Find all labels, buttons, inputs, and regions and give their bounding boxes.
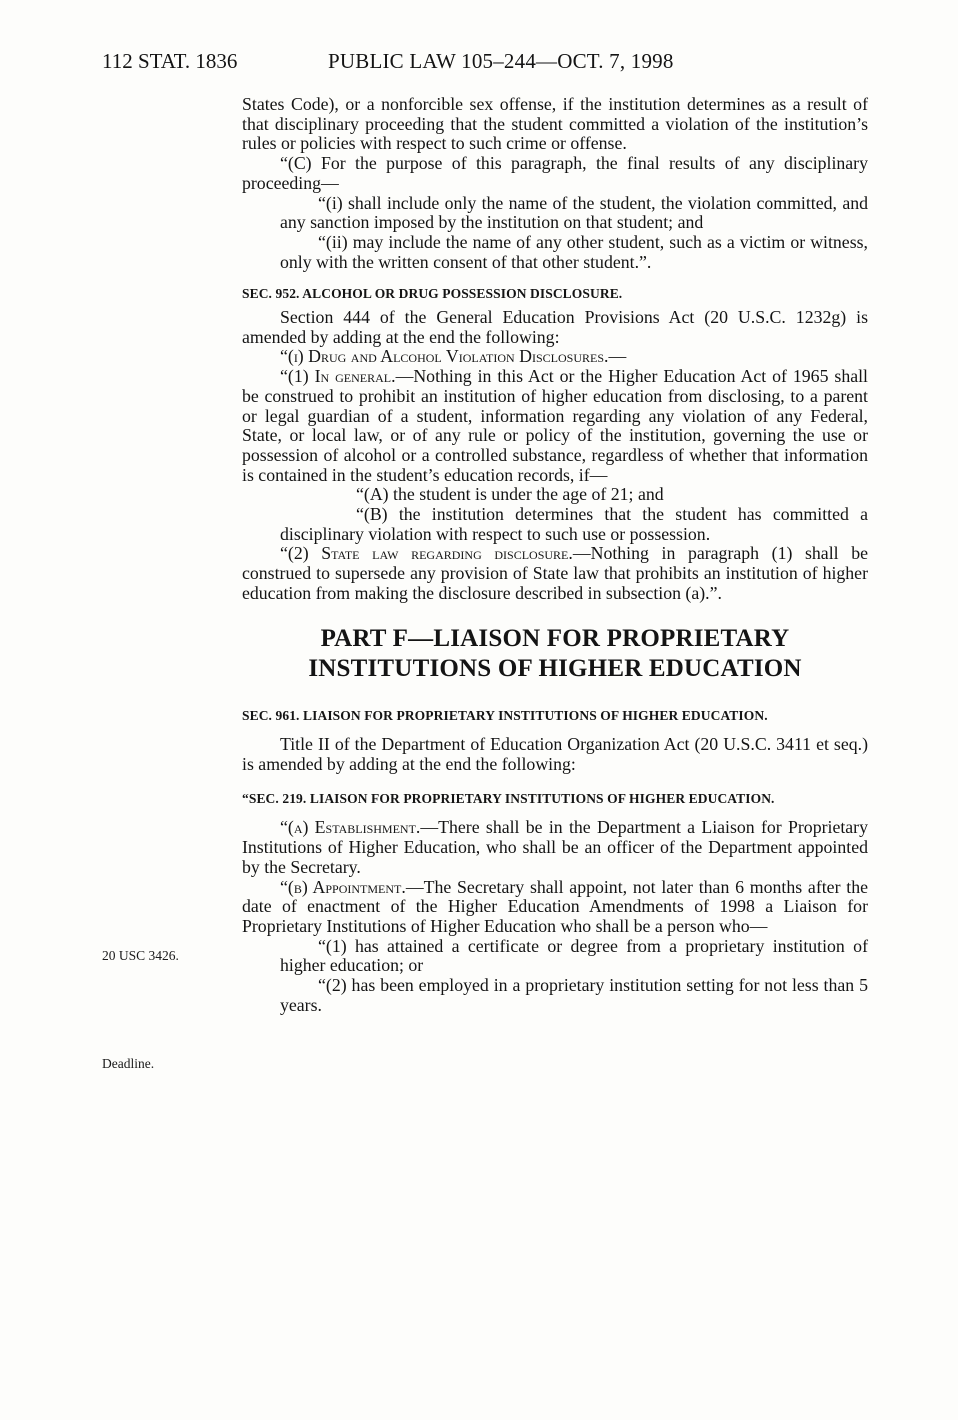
paragraph-text: —Nothing in this Act or the Higher Education Act of 1965 shall be construed to prohibit an institution of higher education from disclosing, to a parent or legal guardian of a student, information regarding any violation of any Federal, State, or local law, or of any rule or policy of the institution, governing the use or possession of alcohol or a controlled substance, regardless of whether that information is contained in the student’s education records, if— [242, 366, 868, 485]
paragraph-heading: “(b) Appointment. [280, 876, 406, 897]
paragraph-heading: “(1) In general. [280, 366, 396, 387]
paragraph-text: —The Secretary shall appoint, not later than 6 months after the date of enactment of the Higher Education Amendments of 1998 a Liaison for Proprietary Institutions of Higher Education who shall be a person who— [242, 876, 868, 936]
public-law-title: PUBLIC LAW 105–244—OCT. 7, 1998 [328, 49, 674, 73]
paragraph [242, 878, 868, 937]
margin-note-usc: 20 USC 3426. [102, 948, 179, 963]
paragraph: Section 444 of the General Education Provisions Act (20 U.S.C. 1232g) is amended by adding at the end the following: [242, 307, 868, 347]
paragraph: “(ii) may include the name of any other student, such as a victim or witness, only with the written consent of that other student.”. [280, 231, 868, 272]
paragraph: “(i) shall include only the name of the student, the violation committed, and any sanction imposed by the institution on that student; and [280, 192, 868, 233]
paragraph: “(B) the institution determines that the student has committed a disciplinary violation with respect to such use or possession. [280, 504, 868, 544]
document-body [242, 95, 868, 1015]
paragraph-text: —Nothing in paragraph (1) shall be construed to supersede any provision of State law that prohibits an institution of higher education from making the disclosure described in subsection (a).”. [242, 543, 868, 603]
paragraph: “(1) has attained a certificate or degree from a proprietary institution of higher education; or [280, 935, 868, 976]
margin-note-deadline: Deadline. [102, 1056, 155, 1071]
subsection-heading: “(i) Drug and Alcohol Violation Disclosures.— [280, 346, 627, 367]
paragraph: States Code), or a nonforcible sex offense, if the institution determines as a result of that disciplinary proceeding that the student committed a violation of the institution’s rules or policies with respect to such crime or offense. [242, 94, 868, 154]
paragraph [242, 818, 868, 877]
paragraph-text: —There shall be in the Department a Liaison for Proprietary Institutions of Higher Education, who shall be an officer of the Department appointed by the Secretary. [242, 817, 868, 877]
statute-page-number: 112 STAT. 1836 [102, 49, 238, 73]
paragraph [242, 544, 868, 603]
paragraph: “(C) For the purpose of this paragraph, the final results of any disciplinary proceeding— [242, 153, 868, 193]
section-heading-219: “SEC. 219. LIAISON FOR PROPRIETARY INSTITUTIONS OF HIGHER EDUCATION. [242, 790, 775, 806]
section-heading-961: SEC. 961. LIAISON FOR PROPRIETARY INSTITUTIONS OF HIGHER EDUCATION. [242, 707, 768, 723]
paragraph-heading: “(2) State law regarding disclosure. [280, 543, 573, 564]
paragraph [242, 367, 868, 485]
part-heading: PART F—LIAISON FOR PROPRIETARY INSTITUTIONS OF HIGHER EDUCATION [308, 624, 802, 682]
paragraph: “(A) the student is under the age of 21; and [356, 484, 664, 505]
paragraph-heading: “(a) Establishment. [280, 817, 421, 838]
paragraph: “(2) has been employed in a proprietary institution setting for not less than 5 years. [280, 975, 868, 1015]
page-header [102, 44, 862, 78]
paragraph: Title II of the Department of Education Organization Act (20 U.S.C. 3411 et seq.) is amended by adding at the end the following: [242, 734, 868, 774]
section-heading-952: SEC. 952. ALCOHOL OR DRUG POSSESSION DISCLOSURE. [242, 286, 623, 302]
